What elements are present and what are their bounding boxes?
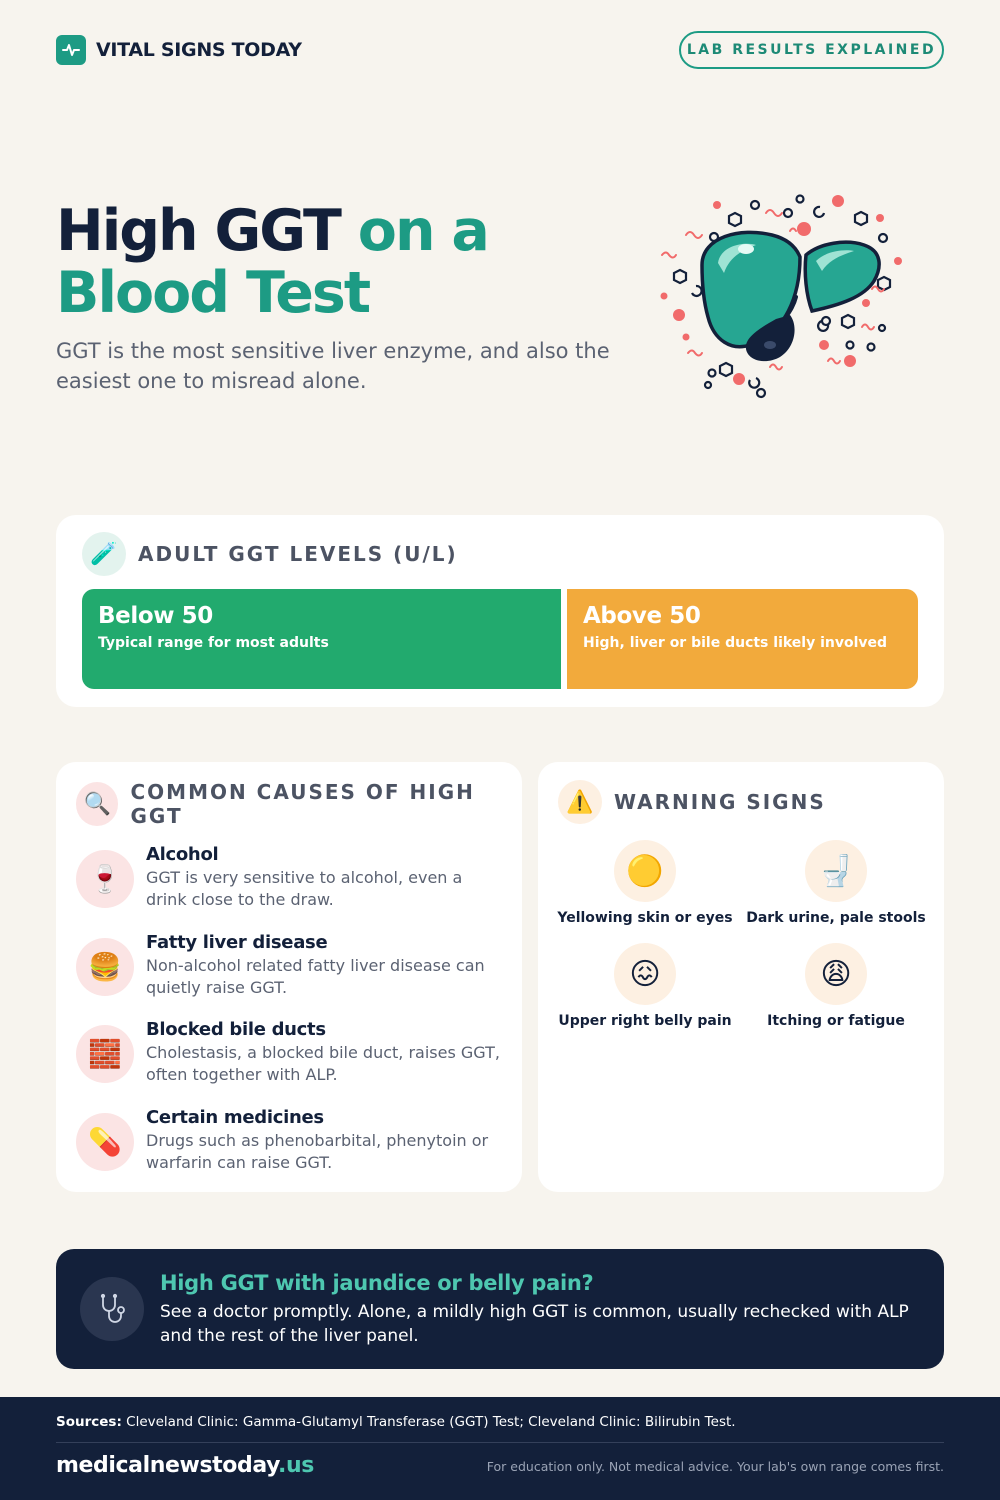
cause-title: Certain medicines — [146, 1107, 324, 1128]
sign-item-jaundice — [550, 840, 740, 926]
stethoscope-icon — [80, 1277, 144, 1341]
burger-icon: 🍔 — [76, 938, 134, 996]
footer-divider — [56, 1442, 944, 1443]
causes-card — [56, 762, 522, 1192]
lab-results-pill: LAB RESULTS EXPLAINED — [679, 31, 944, 69]
pill-icon: 💊 — [76, 1113, 134, 1171]
cause-desc: Cholestasis, a blocked bile duct, raises GGT, often together with ALP. — [146, 1043, 500, 1084]
pained-face-icon: 😖 — [614, 943, 676, 1005]
bricks-icon: 🧱 — [76, 1025, 134, 1083]
range-high-desc: High, liver or bile ducts likely involved — [583, 635, 888, 651]
brand[interactable] — [56, 35, 302, 65]
cause-title: Fatty liver disease — [146, 932, 328, 953]
causes-header — [76, 780, 522, 828]
doctor-alert-banner — [56, 1249, 944, 1369]
sign-item-belly-pain — [550, 943, 740, 1029]
weary-face-icon: 😩 — [805, 943, 867, 1005]
sign-item-urine — [741, 840, 931, 926]
site-name: medicalnewstoday — [56, 1453, 279, 1478]
warning-signs-card — [538, 762, 944, 1192]
pulse-icon — [56, 35, 86, 65]
sign-label: Itching or fatigue — [767, 1013, 905, 1029]
sign-label: Upper right belly pain — [558, 1013, 732, 1029]
wine-glass-icon: 🍷 — [76, 850, 134, 908]
levels-title: ADULT GGT LEVELS (U/L) — [138, 542, 458, 566]
alert-desc: See a doctor promptly. Alone, a mildly high GGT is common, usually rechecked with ALP and the rest of the liver panel. — [160, 1302, 909, 1346]
page-subtitle: GGT is the most sensitive liver enzyme, and also the easiest one to misread alone. — [56, 339, 610, 393]
liver-illustration — [650, 185, 910, 405]
test-tube-icon: 🧪 — [82, 532, 126, 576]
footer — [0, 1397, 1000, 1500]
range-normal-desc: Typical range for most adults — [98, 635, 329, 651]
sources-text: Cleveland Clinic: Gamma-Glutamyl Transferase (GGT) Test; Cleveland Clinic: Bilirubin Test. — [126, 1414, 736, 1430]
range-high-title: Above 50 — [583, 603, 701, 629]
title-part-2: on a Blood Test — [56, 198, 488, 326]
sources — [56, 1414, 736, 1430]
cause-item-medicines — [76, 1107, 506, 1174]
sign-item-itching — [741, 943, 931, 1029]
title-part-1: High GGT — [56, 198, 340, 264]
warning-icon: ⚠️ — [558, 780, 602, 824]
range-normal — [82, 589, 561, 689]
warning-header — [558, 780, 826, 824]
yellow-circle-icon: 🟡 — [614, 840, 676, 902]
sign-label: Yellowing skin or eyes — [557, 910, 733, 926]
site-link[interactable] — [56, 1453, 314, 1478]
cause-title: Blocked bile ducts — [146, 1019, 326, 1040]
disclaimer: For education only. Not medical advice. Your lab's own range comes first. — [486, 1459, 944, 1474]
cause-title: Alcohol — [146, 844, 219, 865]
magnifier-icon: 🔍 — [76, 782, 118, 826]
page-title — [56, 200, 616, 324]
cause-item-bile-ducts — [76, 1019, 506, 1086]
cause-item-fatty-liver — [76, 932, 506, 999]
sign-label: Dark urine, pale stools — [746, 910, 926, 926]
site-tld: .us — [278, 1453, 314, 1478]
brand-name: VITAL SIGNS TODAY — [96, 39, 302, 61]
cause-desc: Non-alcohol related fatty liver disease can quietly raise GGT. — [146, 956, 485, 997]
toilet-icon: 🚽 — [805, 840, 867, 902]
sources-label: Sources: — [56, 1414, 122, 1430]
levels-header — [82, 532, 458, 576]
range-high — [567, 589, 918, 689]
ggt-levels-card — [56, 515, 944, 707]
range-normal-title: Below 50 — [98, 603, 213, 629]
warning-title: WARNING SIGNS — [614, 790, 826, 814]
alert-title: High GGT with jaundice or belly pain? — [160, 1271, 594, 1295]
cause-desc: GGT is very sensitive to alcohol, even a drink close to the draw. — [146, 868, 463, 909]
cause-desc: Drugs such as phenobarbital, phenytoin or warfarin can raise GGT. — [146, 1131, 489, 1172]
cause-item-alcohol — [76, 844, 506, 911]
causes-title: COMMON CAUSES OF HIGH GGT — [130, 780, 475, 828]
